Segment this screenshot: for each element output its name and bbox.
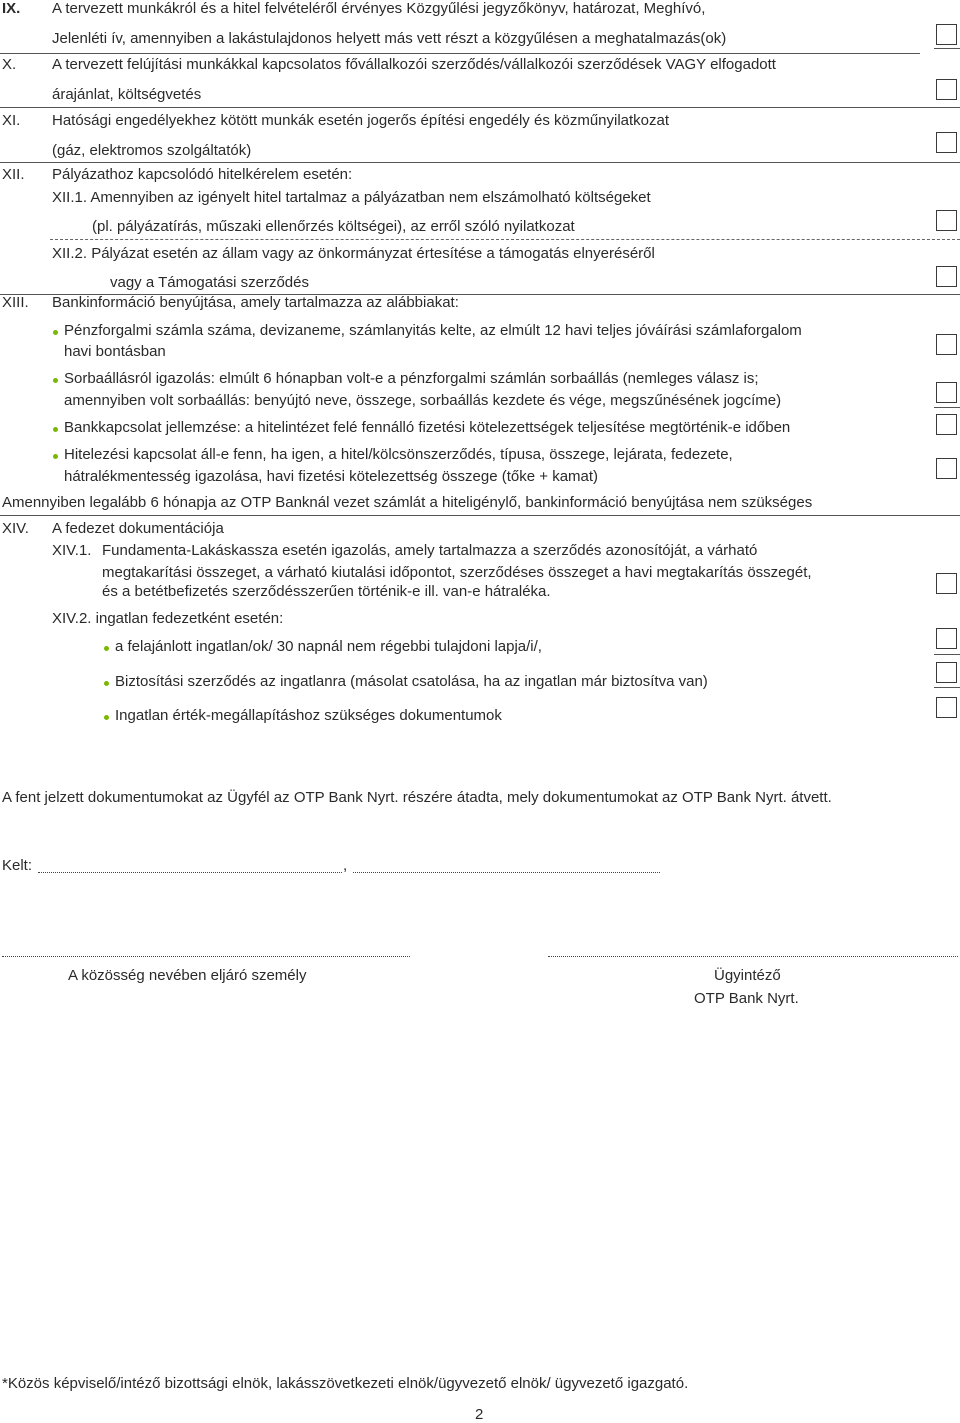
kelt-place-field[interactable] [38,872,342,873]
section-x-number: X. [2,56,17,73]
divider [934,687,960,688]
divider [934,654,960,655]
section-xii-2 [52,245,655,262]
section-xi-line1: Hatósági engedélyekhez kötött munkák esetén jogerős építési engedély és közműnyilatkozat [52,112,670,129]
checkbox-xiv-2-1[interactable] [936,628,957,649]
section-xiii-heading: Bankinformáció benyújtása, amely tartalmazza az alábbiakat: [52,294,459,311]
checkbox-xii-2[interactable] [936,266,957,287]
section-xii-2-line2: vagy a Támogatási szerződés [110,274,309,291]
divider [934,407,960,408]
bullet-icon [53,427,58,432]
divider [934,48,960,49]
checkbox-xiii-1[interactable] [936,334,957,355]
section-xiv-2-bullet2: Biztosítási szerződés az ingatlanra (másolat csatolása, ha az ingatlan már biztosítva van) [115,673,708,690]
signature-right-org: OTP Bank Nyrt. [694,990,799,1007]
section-xiii-bullet2-line1: Sorbaállásról igazolás: elmúlt 6 hónapban volt-e a pénzforgalmi számlán sorbaállás (nemleges válasz is; [64,370,759,387]
section-xii-heading: Pályázathoz kapcsolódó hitelkérelem esetén: [52,166,353,183]
section-xiii-note: Amennyiben legalább 6 hónapja az OTP Banknál vezet számlát a hiteligénylő, bankinformáció benyújtása nem szükséges [2,494,813,511]
section-xii-1-line1: Amennyiben az igényelt hitel tartalmaz a pályázatban nem elszámolható költségeket [87,189,651,206]
bullet-icon [104,681,109,686]
section-ix-line1: A tervezett munkákról és a hitel felvételéről érvényes Közgyűlési jegyzőkönyv, határozat, Meghívó, [52,0,706,17]
signature-right-label: Ügyintéző [714,967,781,984]
page-number: 2 [475,1406,484,1423]
section-xiv-2-number: XIV.2. [52,610,92,627]
signature-line-left[interactable] [2,956,410,957]
bullet-icon [104,715,109,720]
divider [0,515,960,516]
section-xii-1-number: XII.1. [52,189,88,206]
section-xii-2-line1: Pályázat esetén az állam vagy az önkormányzat értesítése a támogatás elnyeréséről [87,245,655,262]
section-xiii-bullet3: Bankkapcsolat jellemzése: a hitelintézet felé fennálló fizetési kötelezettségek teljesítése megtörténik-e időben [64,419,791,436]
kelt-label: Kelt: [2,857,33,874]
section-xiv-2 [52,610,283,627]
section-xi-number: XI. [2,112,21,129]
section-xii-1-line2: (pl. pályázatírás, műszaki ellenőrzés költségei), az erről szóló nyilatkozat [92,218,575,235]
section-xiii-bullet2-line2: amennyiben volt sorbaállás: benyújtó neve, összege, sorbaállás kezdete és vége, megszűnésének jogcíme) [64,392,782,409]
bullet-icon [53,330,58,335]
section-xiv-2-bullet3: Ingatlan érték-megállapításhoz szükséges dokumentumok [115,707,502,724]
kelt-comma: , [343,857,348,874]
section-x-line2: árajánlat, költségvetés [52,86,202,103]
bullet-icon [53,378,58,383]
checkbox-xiv-2-3[interactable] [936,697,957,718]
bullet-icon [104,646,109,651]
checkbox-xi[interactable] [936,132,957,153]
checkbox-xiii-4[interactable] [936,458,957,479]
bullet-icon [53,454,58,459]
kelt-date-field[interactable] [353,872,660,873]
section-xiv-1-line3: és a betétbefizetés szerződésszerűen történik-e ill. van-e hátraléka. [102,583,551,600]
checkbox-x[interactable] [936,79,957,100]
section-xiii-bullet4-line1: Hitelezési kapcsolat áll-e fenn, ha igen, a hitel/kölcsönszerződés, típusa, összege, lejárata, fedezete, [64,446,733,463]
section-xii-number: XII. [2,166,25,183]
signature-left-label: A közösség nevében eljáró személy [68,967,307,984]
checkbox-xiv-2-2[interactable] [936,662,957,683]
section-xii-1 [52,189,651,206]
checkbox-xii-1[interactable] [936,210,957,231]
divider [0,107,960,108]
section-xiv-1-line1: Fundamenta-Lakáskassza esetén igazolás, amely tartalmazza a szerződés azonosítóját, a várható [102,542,758,559]
divider [0,162,960,163]
section-xiii-bullet1-line1: Pénzforgalmi számla száma, devizaneme, számlanyitás kelte, az elmúlt 12 havi teljes jóváírási számlaforgalom [64,322,802,339]
checkbox-xiii-3[interactable] [936,414,957,435]
section-xii-2-number: XII.2. [52,245,88,262]
section-xiv-1-line2: megtakarítási összeget, a várható kiutalási időpontot, szerződéses összeget a havi megtakarítás összegét, [102,564,812,581]
checkbox-ix[interactable] [936,24,957,45]
section-xiv-2-text: ingatlan fedezetként esetén: [91,610,284,627]
checkbox-xiv-1[interactable] [936,573,957,594]
section-xiii-bullet4-line2: hátralékmentesség igazolása, havi fizetési kötelezettség összege (tőke + kamat) [64,468,599,485]
section-x-line1: A tervezett felújítási munkákkal kapcsolatos fővállalkozói szerződés/vállalkozói szerződések VAGY elfogadott [52,56,776,73]
section-xi-line2: (gáz, elektromos szolgáltatók) [52,142,252,159]
section-xiv-number: XIV. [2,520,29,537]
handover-statement: A fent jelzett dokumentumokat az Ügyfél az OTP Bank Nyrt. részére átadta, mely dokumentumokat az OTP Bank Nyrt. átvett. [2,789,832,806]
section-xiv-1-number: XIV.1. [52,542,92,559]
divider [0,53,920,54]
signature-line-right[interactable] [548,956,958,957]
section-ix-number: IX. [2,0,21,17]
section-xiv-2-bullet1: a felajánlott ingatlan/ok/ 30 napnál nem régebbi tulajdoni lapja/i/, [115,638,542,655]
footnote: *Közös képviselő/intéző bizottsági elnök, lakásszövetkezeti elnök/ügyvezető elnök/ ügyvezető igazgató. [2,1375,689,1392]
dashed-divider [50,239,960,240]
section-xiv-heading: A fedezet dokumentációja [52,520,224,537]
section-ix-line2: Jelenléti ív, amennyiben a lakástulajdonos helyett más vett részt a közgyűlésen a meghatalmazás(ok) [52,30,727,47]
section-xiii-number: XIII. [2,294,29,311]
checkbox-xiii-2[interactable] [936,382,957,403]
section-xiii-bullet1-line2: havi bontásban [64,343,166,360]
